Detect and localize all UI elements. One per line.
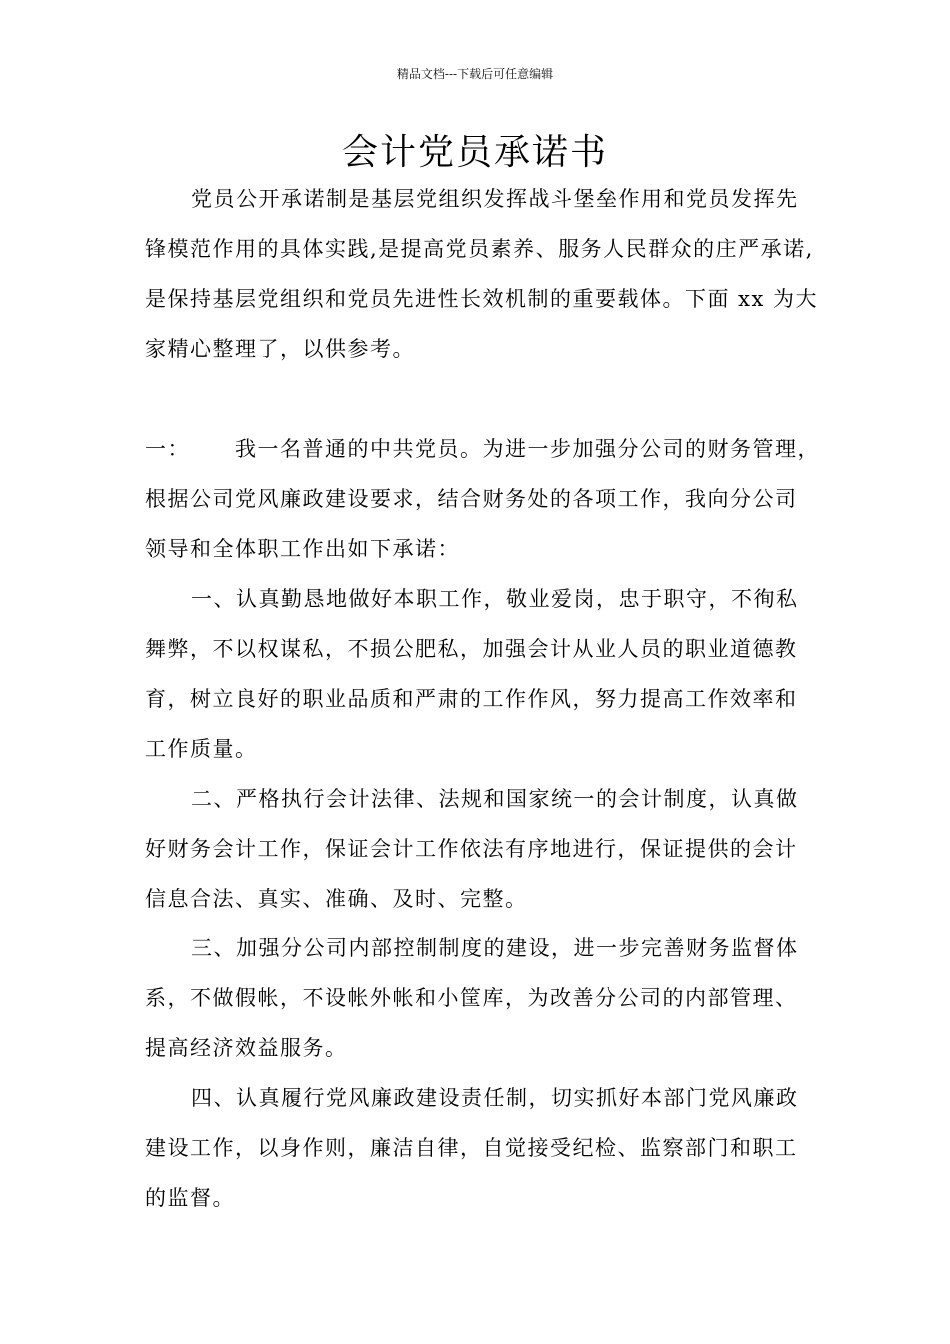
intro-paragraph (145, 174, 819, 374)
section-one-first-line (145, 424, 820, 474)
item-line: 信息合法、真实、准确、及时、完整。 (145, 887, 528, 911)
commitment-item-3 (145, 923, 815, 1073)
section-one-paragraph (145, 424, 820, 574)
item-line: 二、严格执行会计法律、法规和国家统一的会计制度，认真做 (191, 787, 799, 811)
document-title: 会计党员承诺书 (341, 132, 608, 173)
intro-line: 党员公开承诺制是基层党组织发挥战斗堡垒作用和党员发挥先 (191, 187, 799, 211)
item-line: 舞弊，不以权谋私，不损公肥私，加强会计从业人员的职业道德教 (145, 637, 798, 661)
commitment-item-4 (145, 1073, 815, 1223)
item-line: 好财务会计工作，保证会计工作依法有序地进行，保证提供的会计 (145, 837, 798, 861)
intro-line: 是保持基层党组织和党员先进性长效机制的重要载体。下面 xx 为大 (145, 287, 819, 311)
commitment-item-1 (145, 574, 815, 774)
item-line: 一、认真勤恳地做好本职工作，敬业爱岗，忠于职守，不徇私 (191, 587, 799, 611)
intro-line: 锋模范作用的具体实践,是提高党员素养、服务人民群众的庄严承诺, (145, 237, 814, 261)
item-line: 系，不做假帐，不设帐外帐和小筐库，为改善分公司的内部管理、 (145, 986, 798, 1010)
item-line: 三、加强分公司内部控制制度的建设，进一步完善财务监督体 (191, 936, 799, 960)
section-one-line: 我一名普通的中共党员。为进一步加强分公司的财务管理， (235, 437, 820, 461)
section-marker: 一： (145, 437, 190, 461)
header-note: 精品文档---下载后可任意编辑 (396, 67, 554, 81)
item-line: 四、认真履行党风廉政建设责任制，切实抓好本部门党风廉政 (191, 1086, 799, 1110)
item-line: 提高经济效益服务。 (145, 1036, 348, 1060)
section-one-line: 领导和全体职工作出如下承诺： (145, 537, 460, 561)
item-line: 育，树立良好的职业品质和严肃的工作作风，努力提高工作效率和 (145, 687, 798, 711)
section-one-line: 根据公司党风廉政建设要求，结合财务处的各项工作，我向分公司 (145, 487, 798, 511)
item-line: 的监督。 (145, 1186, 235, 1210)
intro-line: 家精心整理了，以供参考。 (145, 337, 415, 361)
item-line: 工作质量。 (145, 737, 258, 761)
item-line: 建设工作，以身作则，廉洁自律，自觉接受纪检、监察部门和职工 (145, 1136, 798, 1160)
commitment-item-2 (145, 774, 815, 924)
